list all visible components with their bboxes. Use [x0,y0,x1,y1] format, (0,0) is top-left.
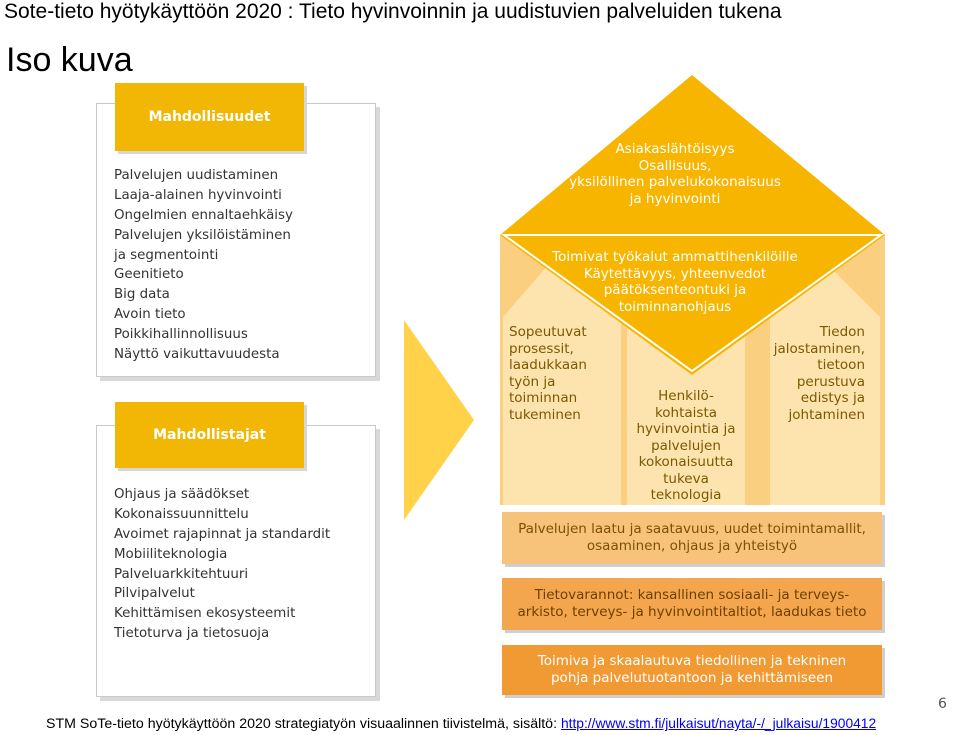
diamond-line: Toimivat työkalut ammattihenkilöille [552,249,798,265]
page-subtitle: Iso kuva [6,41,133,79]
opportunity-item: Avoin tieto [114,307,186,323]
enabler-item: Pilvipalvelut [114,586,195,602]
enabler-item: Mobiiliteknologia [114,546,228,562]
left-pillar-line: tukeminen [509,406,581,423]
page-title: Sote-tieto hyötykäyttöön 2020 : Tieto hyvinvoinnin ja uudistuvien palveluiden tukena [4,0,782,23]
diamond-line: Käytettävyys, yhteenvedot [583,265,767,282]
right-pillar-line: perustuva [796,373,865,390]
opportunities-list [114,166,293,365]
center-pillar-line: palvelujen [651,437,721,454]
data-resources-bar-line: arkisto, terveys- ja hyvinvointitaltiot, laadukas tieto [517,604,867,620]
left-pillar-line: työn ja [509,373,556,390]
diamond-line: toiminnanohjaus [618,298,732,315]
enabler-item: Palveluarkkitehtuuri [114,566,249,582]
quality-bar-line: osaaminen, ohjaus ja yhteistyö [586,538,798,554]
enabler-item: Avoimet rajapinnat ja standardit [114,526,331,542]
opportunities-heading-tab [115,83,304,151]
enabler-item: Tietoturva ja tietosuoja [114,626,270,642]
left-pillar-line: toiminnan [509,390,578,406]
roof-text [520,141,830,207]
flow-arrow [404,320,474,520]
left-pillar-line: prosessit, [509,340,574,357]
opportunity-item: Laaja-alainen hyvinvointi [114,187,282,203]
enabler-item: Ohjaus ja säädökset [114,487,250,502]
enablers-heading: Mahdollistajat [153,427,266,443]
center-pillar-text [628,388,744,504]
roof-line: ja hyvinvointi [629,190,721,207]
center-pillar-line: teknologia [650,487,722,503]
roof-line: Osallisuus, [638,157,712,174]
center-pillar-line: kokonaisuutta [638,454,734,470]
infrastructure-bar-line: pohja palvelutuotantoon ja kehittämiseen [550,670,833,686]
enabler-item: Kokonaissuunnittelu [114,506,249,522]
opportunity-item: Näyttö vaikuttavuudesta [114,347,280,363]
diamond-line: päätöksenteontuki ja [603,282,747,298]
infrastructure-bar-line: Toimiva ja skaalautuva tiedollinen ja tekninen [537,653,847,669]
enabler-item: Kehittämisen ekosysteemit [114,606,296,622]
center-pillar-line: kohtaista [654,404,718,421]
roof-line: Asiakaslähtöisyys [615,141,735,157]
quality-bar-line: Palvelujen laatu ja saatavuus, uudet toimintamallit, [518,521,866,537]
source-footer [46,716,876,732]
center-pillar-line: tukeva [663,470,709,487]
right-pillar-line: johtaminen [788,406,865,423]
quality-bar [502,512,882,564]
opportunity-item: Big data [114,287,170,303]
source-link[interactable]: http://www.stm.fi/julkaisut/nayta/-/_julkaisu/1900412 [560,716,877,731]
right-pillar-text [770,324,865,423]
right-pillar-line: edistys ja [800,390,865,406]
right-pillar-line: tietoon [817,357,865,373]
enablers-list [114,485,330,644]
opportunity-item: Palvelujen yksilöistäminen [114,227,291,243]
infrastructure-bar [502,645,882,695]
footer-text: STM SoTe-tieto hyötykäyttöön 2020 strategiatyön visuaalinnen tiivistelmä, sisältö: [46,716,561,732]
left-pillar-text [509,324,587,423]
center-pillar-line: Henkilö- [658,388,714,404]
opportunity-item: ja segmentointi [114,247,219,263]
enablers-heading-tab [115,402,304,468]
left-pillar-line: laadukkaan [509,357,587,373]
roof-line: yksilöllinen palvelukokonaisuus [569,174,781,190]
right-pillar-line: jalostaminen, [773,340,865,357]
diamond-text [520,249,830,315]
opportunity-item: Ongelmien ennaltaehkäisy [114,207,293,223]
opportunities-heading: Mahdollisuudet [148,109,271,125]
page-number: 6 [938,696,947,712]
left-pillar-line: Sopeutuvat [509,324,587,340]
data-resources-bar-line: Tietovarannot: kansallinen sosiaali- ja terveys- [534,587,850,603]
right-pillar-line: Tiedon [819,324,865,340]
center-pillar-line: hyvinvointia ja [636,421,736,437]
opportunity-item: Poikkihallinnollisuus [114,327,248,343]
opportunity-item: Palvelujen uudistaminen [114,168,279,183]
data-resources-bar [502,578,882,630]
opportunity-item: Geenitieto [114,267,184,283]
